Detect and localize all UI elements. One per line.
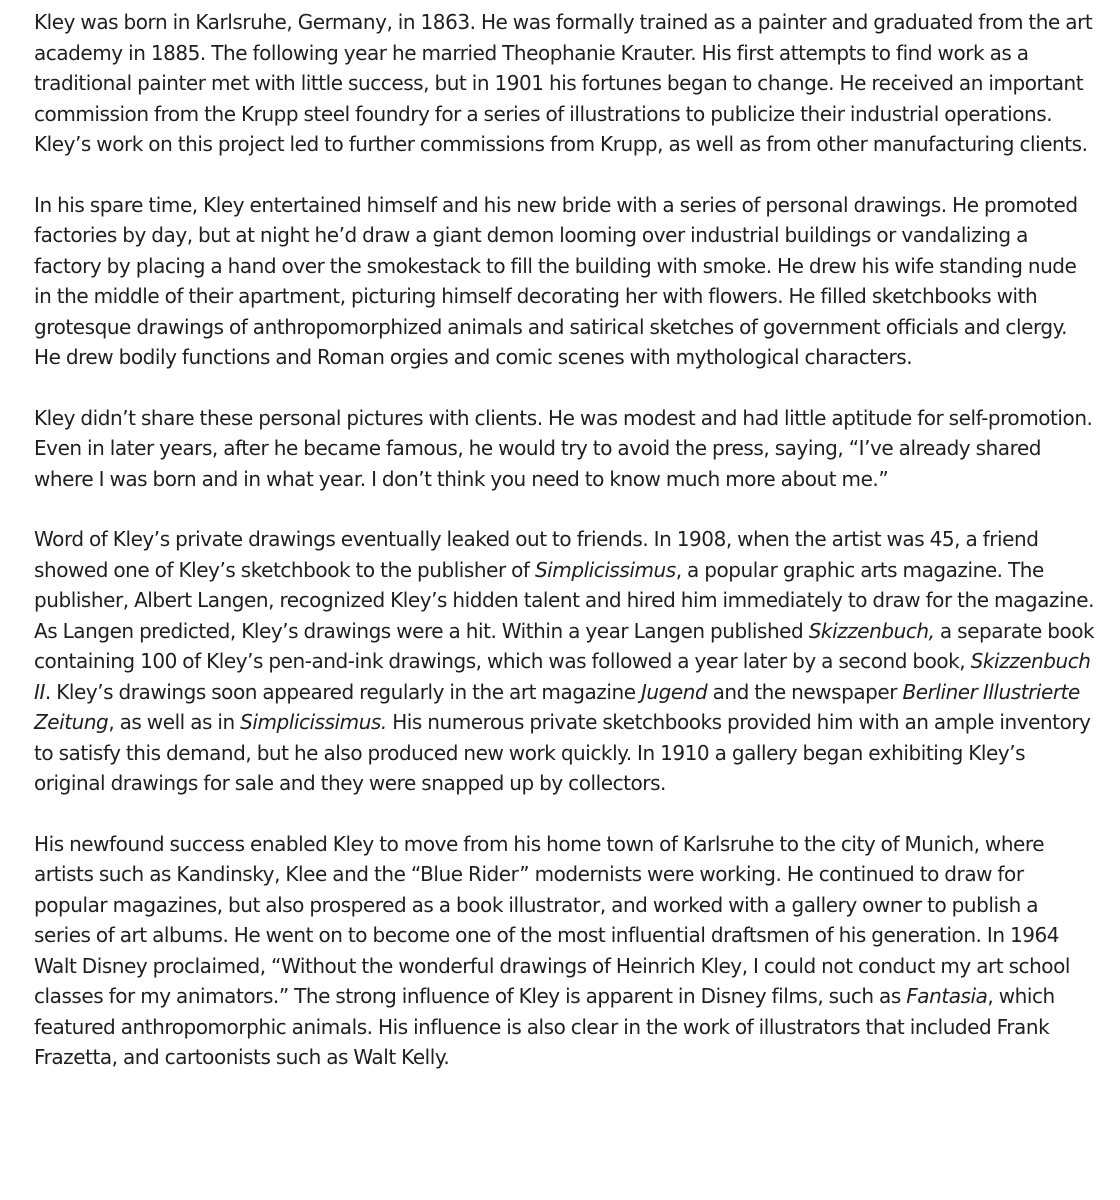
- paragraph-personal-drawings: In his spare time, Kley entertained himself and his new bride with a series of personal drawings. He promoted factories by day, but at night he’d draw a giant demon looming over industrial buildings or vandalizing a factory by placing a hand over the smokestack to fill the building with smoke. He drew his wife standing nude in the middle of their apartment, picturing himself decorating her with flowers. He filled sketchbooks with grotesque drawings of anthropomorphized animals and satirical sketches of government officials and clergy. He drew bodily functions and Roman orgies and comic scenes with mythological characters.: [34, 192, 1078, 369]
- text-run: a separate book containing 100 of Kley’s pen-and-ink drawings, which was followed a year later by a second book,: [34, 618, 1095, 673]
- text-run: Word of Kley’s private drawings eventually leaked out to friends. In 1908, when the artist was 45, a friend showed one of Kley’s sketchbook to the publisher of: [34, 527, 1039, 582]
- text-run: , as well as in: [108, 710, 241, 734]
- paragraph-early-life: Kley was born in Karlsruhe, Germany, in 1863. He was formally trained as a painter and graduated from the art academy in 1885. The following year he married Theophanie Krauter. His first attempts to find work as a traditional painter met with little success, but in 1901 his fortunes began to change. He received an important commission from the Krupp steel foundry for a series of illustrations to publicize their industrial operations. Kley’s work on this project led to further commissions from Krupp, as well as from other manufacturing clients.: [34, 10, 1093, 156]
- article-body: [34, 7, 1096, 1073]
- paragraph-simplicissimus: [34, 524, 1096, 799]
- publication-title: Skizzenbuch II: [34, 649, 1091, 704]
- paragraph-munich-influence: [34, 829, 1096, 1073]
- text-run: and the newspaper: [707, 679, 903, 704]
- publication-title: Berliner Illustrierte Zeitung: [34, 679, 1080, 734]
- text-run: His numerous private sketchbooks provided him with an ample inventory to satisfy this demand, but he also produced new work quickly. In 1910 a gallery began exhibiting Kley’s original drawings for sale and they were snapped up by collectors.: [34, 710, 1091, 795]
- text-run: , which featured anthropomorphic animals. His influence is also clear in the work of illustrators that included Frank Frazetta, and cartoonists such as Walt Kelly.: [34, 984, 1055, 1069]
- publication-title: Skizzenbuch,: [808, 618, 935, 643]
- publication-title: Jugend: [640, 679, 708, 704]
- text-run: His newfound success enabled Kley to move from his home town of Karlsruhe to the city of Munich, where artists such as Kandinsky, Klee and the “Blue Rider” modernists were working. He continued to draw for popular magazines, but also prospered as a book illustrator, and worked with a gallery owner to publish a series of art albums. He went on to become one of the most influential draftsmen of his generation. In 1964 Walt Disney proclaimed, “Without the wonderful drawings of Heinrich Kley, I could not conduct my art school classes for my animators.” The strong influence of Kley is apparent in Disney films, such as: [34, 831, 1070, 1008]
- text-run: , a popular graphic arts magazine. The publisher, Albert Langen, recognized Kley’s hidden talent and hired him immediately to draw for the magazine. As Langen predicted, Kley’s drawings were a hit. Within a year Langen published: [34, 557, 1095, 643]
- publication-title: Simplicissimus.: [240, 710, 387, 734]
- text-run: . Kley’s drawings soon appeared regularly in the art magazine: [44, 679, 641, 704]
- publication-title: Simplicissimus: [534, 557, 676, 582]
- film-title: Fantasia: [906, 984, 988, 1008]
- paragraph-modesty: Kley didn’t share these personal pictures with clients. He was modest and had little aptitude for self-promotion. Even in later years, after he became famous, he would try to avoid the press, saying, “I’ve already shared where I was born and in what year. I don’t think you need to know much more about me.”: [34, 405, 1093, 491]
